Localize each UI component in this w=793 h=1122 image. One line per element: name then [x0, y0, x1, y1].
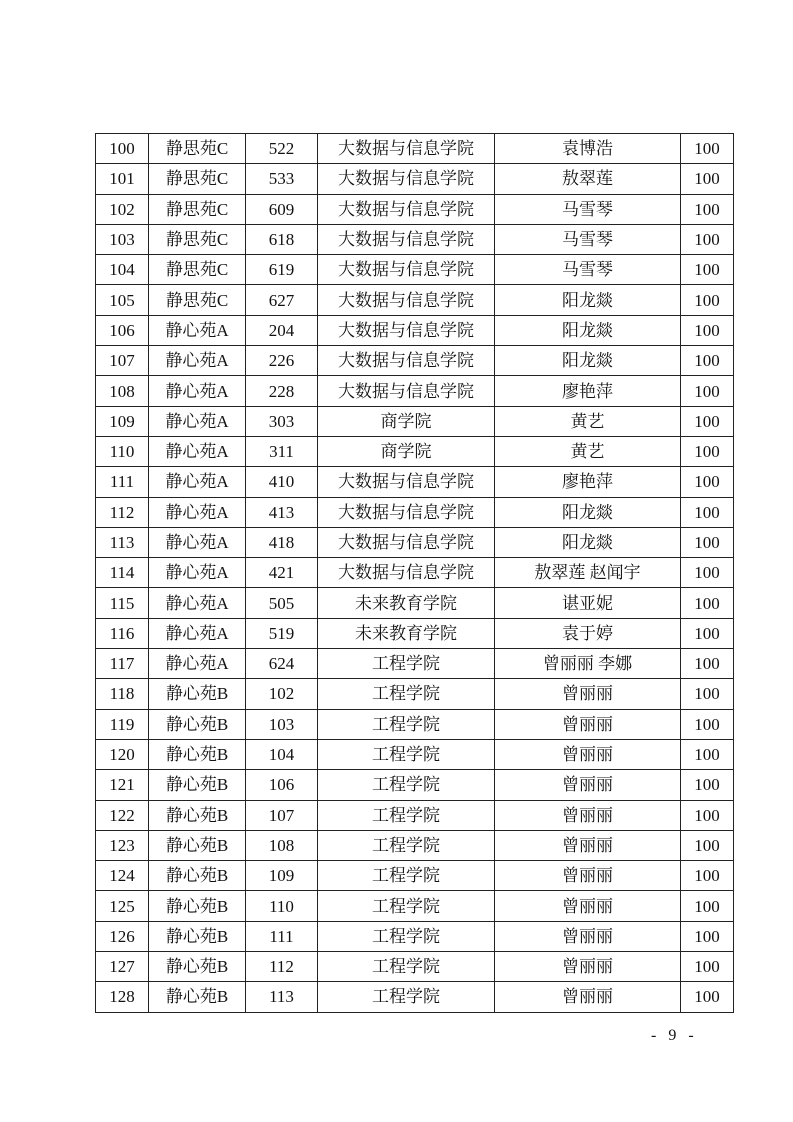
room-number-cell: 311	[246, 436, 318, 466]
table-row	[96, 164, 734, 194]
table-row	[96, 952, 734, 982]
room-number-cell: 204	[246, 315, 318, 345]
score-cell: 100	[681, 739, 734, 769]
serial-number-cell: 111	[96, 467, 149, 497]
building-cell: 静思苑C	[149, 285, 246, 315]
table-row	[96, 679, 734, 709]
college-cell: 大数据与信息学院	[318, 527, 495, 557]
table-body	[96, 134, 734, 1013]
teacher-cell: 曾丽丽	[495, 679, 681, 709]
building-cell: 静心苑A	[149, 649, 246, 679]
serial-number-cell: 126	[96, 921, 149, 951]
serial-number-cell: 121	[96, 770, 149, 800]
teacher-cell: 马雪琴	[495, 255, 681, 285]
score-cell: 100	[681, 467, 734, 497]
teacher-cell: 曾丽丽	[495, 891, 681, 921]
college-cell: 工程学院	[318, 830, 495, 860]
serial-number-cell: 101	[96, 164, 149, 194]
building-cell: 静思苑C	[149, 134, 246, 164]
serial-number-cell: 100	[96, 134, 149, 164]
room-number-cell: 109	[246, 861, 318, 891]
score-cell: 100	[681, 194, 734, 224]
score-cell: 100	[681, 224, 734, 254]
table-row	[96, 770, 734, 800]
serial-number-cell: 112	[96, 497, 149, 527]
serial-number-cell: 120	[96, 739, 149, 769]
table-row	[96, 285, 734, 315]
serial-number-cell: 115	[96, 588, 149, 618]
room-number-cell: 624	[246, 649, 318, 679]
score-cell: 100	[681, 982, 734, 1012]
score-cell: 100	[681, 618, 734, 648]
table-row	[96, 649, 734, 679]
building-cell: 静心苑A	[149, 376, 246, 406]
teacher-cell: 曾丽丽 李娜	[495, 649, 681, 679]
teacher-cell: 阳龙燚	[495, 315, 681, 345]
college-cell: 工程学院	[318, 982, 495, 1012]
college-cell: 未来教育学院	[318, 618, 495, 648]
building-cell: 静心苑B	[149, 982, 246, 1012]
score-cell: 100	[681, 891, 734, 921]
score-cell: 100	[681, 164, 734, 194]
college-cell: 大数据与信息学院	[318, 164, 495, 194]
table-row	[96, 346, 734, 376]
college-cell: 大数据与信息学院	[318, 558, 495, 588]
teacher-cell: 曾丽丽	[495, 921, 681, 951]
serial-number-cell: 119	[96, 709, 149, 739]
college-cell: 工程学院	[318, 891, 495, 921]
room-number-cell: 112	[246, 952, 318, 982]
serial-number-cell: 118	[96, 679, 149, 709]
room-number-cell: 618	[246, 224, 318, 254]
room-number-cell: 110	[246, 891, 318, 921]
serial-number-cell: 103	[96, 224, 149, 254]
building-cell: 静心苑B	[149, 921, 246, 951]
serial-number-cell: 108	[96, 376, 149, 406]
college-cell: 工程学院	[318, 649, 495, 679]
room-number-cell: 627	[246, 285, 318, 315]
table-row	[96, 800, 734, 830]
room-number-cell: 410	[246, 467, 318, 497]
college-cell: 未来教育学院	[318, 588, 495, 618]
score-cell: 100	[681, 800, 734, 830]
room-number-cell: 609	[246, 194, 318, 224]
table-row	[96, 224, 734, 254]
room-number-cell: 226	[246, 346, 318, 376]
room-number-cell: 413	[246, 497, 318, 527]
room-number-cell: 418	[246, 527, 318, 557]
room-number-cell: 107	[246, 800, 318, 830]
serial-number-cell: 113	[96, 527, 149, 557]
serial-number-cell: 105	[96, 285, 149, 315]
building-cell: 静思苑C	[149, 224, 246, 254]
score-cell: 100	[681, 255, 734, 285]
room-number-cell: 519	[246, 618, 318, 648]
serial-number-cell: 114	[96, 558, 149, 588]
room-number-cell: 303	[246, 406, 318, 436]
building-cell: 静心苑A	[149, 346, 246, 376]
teacher-cell: 马雪琴	[495, 194, 681, 224]
teacher-cell: 曾丽丽	[495, 800, 681, 830]
table-row	[96, 830, 734, 860]
building-cell: 静心苑B	[149, 800, 246, 830]
teacher-cell: 敖翠莲 赵闻宇	[495, 558, 681, 588]
teacher-cell: 敖翠莲	[495, 164, 681, 194]
teacher-cell: 阳龙燚	[495, 346, 681, 376]
room-number-cell: 102	[246, 679, 318, 709]
college-cell: 工程学院	[318, 709, 495, 739]
building-cell: 静心苑B	[149, 891, 246, 921]
serial-number-cell: 127	[96, 952, 149, 982]
college-cell: 大数据与信息学院	[318, 224, 495, 254]
building-cell: 静心苑B	[149, 770, 246, 800]
score-cell: 100	[681, 376, 734, 406]
score-cell: 100	[681, 436, 734, 466]
teacher-cell: 曾丽丽	[495, 982, 681, 1012]
score-cell: 100	[681, 830, 734, 860]
serial-number-cell: 125	[96, 891, 149, 921]
table-row	[96, 436, 734, 466]
college-cell: 工程学院	[318, 739, 495, 769]
teacher-cell: 曾丽丽	[495, 861, 681, 891]
serial-number-cell: 124	[96, 861, 149, 891]
teacher-cell: 谌亚妮	[495, 588, 681, 618]
table-row	[96, 921, 734, 951]
table-row	[96, 982, 734, 1012]
building-cell: 静心苑A	[149, 315, 246, 345]
building-cell: 静思苑C	[149, 164, 246, 194]
building-cell: 静心苑A	[149, 558, 246, 588]
building-cell: 静心苑A	[149, 406, 246, 436]
teacher-cell: 曾丽丽	[495, 739, 681, 769]
serial-number-cell: 102	[96, 194, 149, 224]
serial-number-cell: 116	[96, 618, 149, 648]
room-number-cell: 108	[246, 830, 318, 860]
serial-number-cell: 110	[96, 436, 149, 466]
score-cell: 100	[681, 346, 734, 376]
building-cell: 静思苑C	[149, 255, 246, 285]
building-cell: 静心苑B	[149, 739, 246, 769]
score-cell: 100	[681, 679, 734, 709]
score-cell: 100	[681, 315, 734, 345]
teacher-cell: 曾丽丽	[495, 830, 681, 860]
serial-number-cell: 107	[96, 346, 149, 376]
score-cell: 100	[681, 527, 734, 557]
table-row	[96, 861, 734, 891]
college-cell: 工程学院	[318, 952, 495, 982]
score-cell: 100	[681, 952, 734, 982]
serial-number-cell: 128	[96, 982, 149, 1012]
building-cell: 静心苑A	[149, 588, 246, 618]
teacher-cell: 阳龙燚	[495, 285, 681, 315]
building-cell: 静心苑B	[149, 709, 246, 739]
teacher-cell: 黄艺	[495, 406, 681, 436]
score-cell: 100	[681, 588, 734, 618]
room-number-cell: 111	[246, 921, 318, 951]
teacher-cell: 廖艳萍	[495, 376, 681, 406]
room-number-cell: 113	[246, 982, 318, 1012]
college-cell: 大数据与信息学院	[318, 376, 495, 406]
college-cell: 大数据与信息学院	[318, 467, 495, 497]
score-cell: 100	[681, 285, 734, 315]
room-number-cell: 421	[246, 558, 318, 588]
college-cell: 工程学院	[318, 861, 495, 891]
college-cell: 商学院	[318, 436, 495, 466]
building-cell: 静心苑A	[149, 436, 246, 466]
score-cell: 100	[681, 921, 734, 951]
room-number-cell: 522	[246, 134, 318, 164]
college-cell: 大数据与信息学院	[318, 255, 495, 285]
table-row	[96, 709, 734, 739]
teacher-cell: 袁博浩	[495, 134, 681, 164]
teacher-cell: 曾丽丽	[495, 709, 681, 739]
room-number-cell: 533	[246, 164, 318, 194]
building-cell: 静心苑A	[149, 618, 246, 648]
college-cell: 大数据与信息学院	[318, 285, 495, 315]
teacher-cell: 曾丽丽	[495, 770, 681, 800]
room-number-cell: 104	[246, 739, 318, 769]
table-row	[96, 891, 734, 921]
building-cell: 静思苑C	[149, 194, 246, 224]
table-row	[96, 134, 734, 164]
college-cell: 工程学院	[318, 679, 495, 709]
teacher-cell: 黄艺	[495, 436, 681, 466]
teacher-cell: 袁于婷	[495, 618, 681, 648]
table-row	[96, 376, 734, 406]
college-cell: 大数据与信息学院	[318, 194, 495, 224]
teacher-cell: 廖艳萍	[495, 467, 681, 497]
building-cell: 静心苑B	[149, 952, 246, 982]
table-row	[96, 618, 734, 648]
table-row	[96, 315, 734, 345]
serial-number-cell: 122	[96, 800, 149, 830]
serial-number-cell: 123	[96, 830, 149, 860]
room-number-cell: 228	[246, 376, 318, 406]
room-number-cell: 505	[246, 588, 318, 618]
teacher-cell: 曾丽丽	[495, 952, 681, 982]
serial-number-cell: 106	[96, 315, 149, 345]
building-cell: 静心苑A	[149, 527, 246, 557]
page-number: - 9 -	[651, 1027, 698, 1044]
table-row	[96, 527, 734, 557]
building-cell: 静心苑A	[149, 467, 246, 497]
building-cell: 静心苑B	[149, 830, 246, 860]
score-cell: 100	[681, 770, 734, 800]
room-number-cell: 619	[246, 255, 318, 285]
teacher-cell: 阳龙燚	[495, 527, 681, 557]
room-number-cell: 106	[246, 770, 318, 800]
table-row	[96, 194, 734, 224]
building-cell: 静心苑B	[149, 679, 246, 709]
table-row	[96, 497, 734, 527]
college-cell: 工程学院	[318, 770, 495, 800]
college-cell: 工程学院	[318, 800, 495, 830]
score-cell: 100	[681, 709, 734, 739]
college-cell: 大数据与信息学院	[318, 346, 495, 376]
table-row	[96, 739, 734, 769]
score-cell: 100	[681, 406, 734, 436]
score-cell: 100	[681, 134, 734, 164]
table-row	[96, 406, 734, 436]
building-cell: 静心苑A	[149, 497, 246, 527]
score-cell: 100	[681, 558, 734, 588]
college-cell: 大数据与信息学院	[318, 134, 495, 164]
score-cell: 100	[681, 861, 734, 891]
table-row	[96, 558, 734, 588]
college-cell: 商学院	[318, 406, 495, 436]
college-cell: 大数据与信息学院	[318, 315, 495, 345]
table-row	[96, 467, 734, 497]
serial-number-cell: 104	[96, 255, 149, 285]
teacher-cell: 阳龙燚	[495, 497, 681, 527]
score-cell: 100	[681, 649, 734, 679]
serial-number-cell: 117	[96, 649, 149, 679]
table-row	[96, 588, 734, 618]
building-cell: 静心苑B	[149, 861, 246, 891]
table-row	[96, 255, 734, 285]
dormitory-score-table	[95, 133, 734, 1013]
room-number-cell: 103	[246, 709, 318, 739]
serial-number-cell: 109	[96, 406, 149, 436]
teacher-cell: 马雪琴	[495, 224, 681, 254]
college-cell: 工程学院	[318, 921, 495, 951]
score-cell: 100	[681, 497, 734, 527]
college-cell: 大数据与信息学院	[318, 497, 495, 527]
